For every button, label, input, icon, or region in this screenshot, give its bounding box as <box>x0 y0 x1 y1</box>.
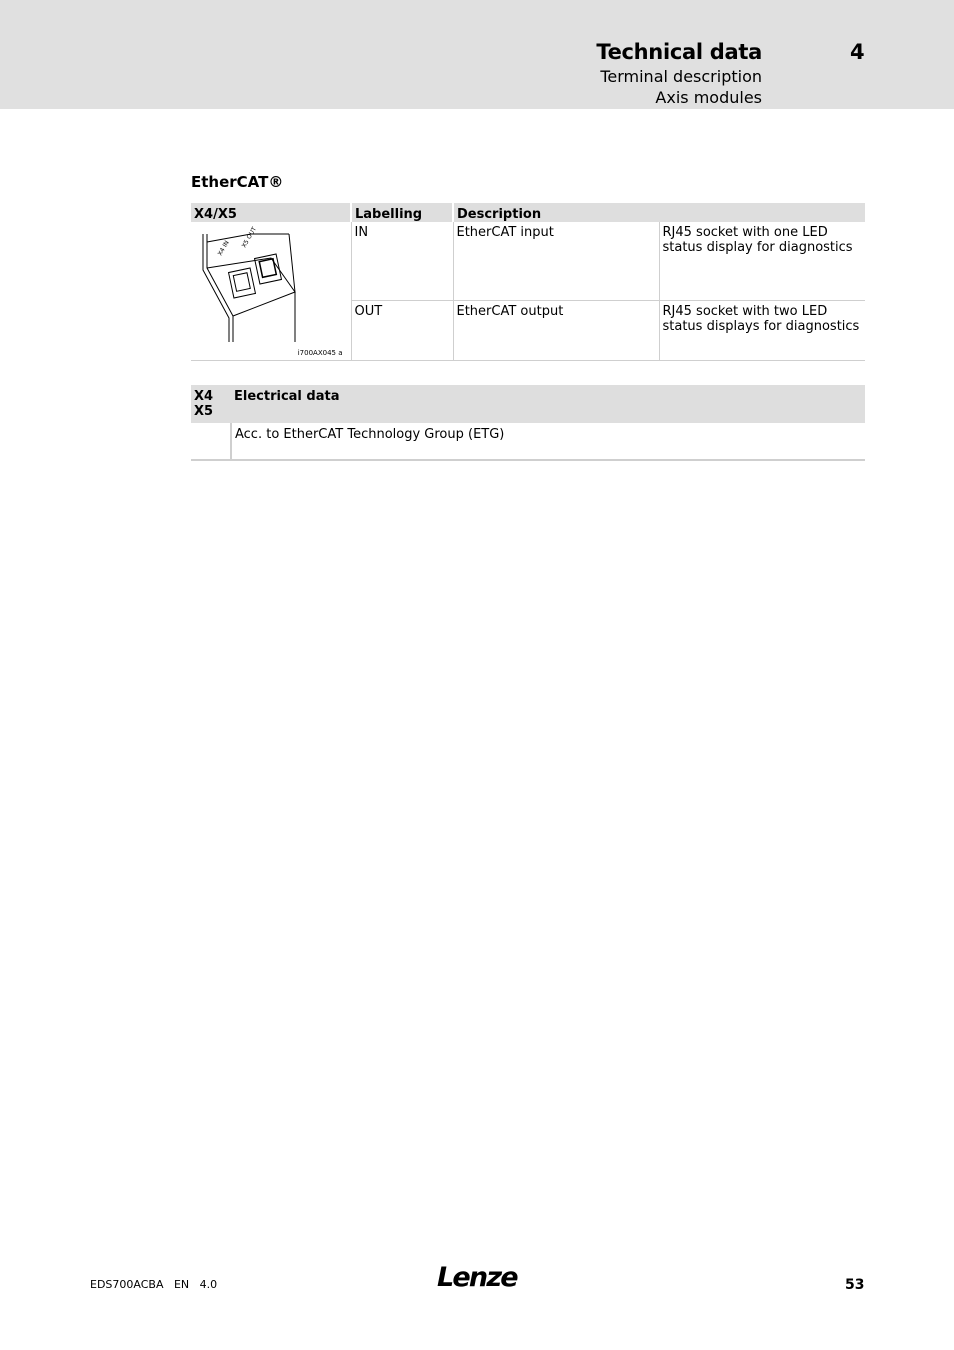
electrical-data-value: Acc. to EtherCAT Technology Group (ETG) <box>231 423 865 460</box>
module-upper-right-edge <box>289 234 295 292</box>
image-caption: i700AX045 a <box>297 349 343 357</box>
header-terminals <box>191 385 231 423</box>
module-top-face <box>207 258 295 316</box>
document-id: EDS700ACBA EN 4.0 <box>90 1278 218 1291</box>
label-x5-out: X5 OUT <box>240 225 259 249</box>
table-header-row <box>191 203 865 222</box>
header-electrical-data: Electrical data <box>231 385 865 423</box>
header-subtitle-1: Terminal description <box>600 67 762 86</box>
description-in: EtherCAT input <box>453 222 659 300</box>
header-labelling: Labelling <box>351 203 453 222</box>
terminal-x5: X5 <box>194 404 214 419</box>
header-subtitle-2: Axis modules <box>655 88 762 107</box>
empty-terminal-cell <box>191 423 231 460</box>
labelling-in: IN <box>351 222 453 300</box>
table-row <box>191 222 865 300</box>
section-title: EtherCAT® <box>191 173 284 191</box>
header-band <box>0 0 954 109</box>
terminal-illustration <box>191 222 351 361</box>
label-x4-in: X4 IN <box>216 239 231 257</box>
chapter-title: Technical data <box>596 40 762 64</box>
header-description: Description <box>453 203 865 222</box>
chapter-number: 4 <box>850 40 865 64</box>
table-header-row <box>191 385 865 423</box>
lenze-logo: Lenze <box>437 1262 517 1293</box>
detail-out: RJ45 socket with two LED status displays for diagnostics <box>659 300 865 360</box>
ethercat-terminal-table <box>191 203 865 361</box>
terminal-x4: X4 <box>194 389 214 404</box>
rj45-module-drawing <box>191 222 349 356</box>
header-terminal: X4/X5 <box>191 203 351 222</box>
rj45-socket-x4-inner <box>233 273 250 292</box>
table-row <box>191 423 865 460</box>
page-number: 53 <box>845 1277 865 1293</box>
description-out: EtherCAT output <box>453 300 659 360</box>
electrical-data-table <box>191 385 865 461</box>
rj45-socket-x4 <box>229 268 256 298</box>
labelling-out: OUT <box>351 300 453 360</box>
rj45-socket-x5-inner <box>259 259 276 278</box>
detail-in: RJ45 socket with one LED status display for diagnostics <box>659 222 865 300</box>
